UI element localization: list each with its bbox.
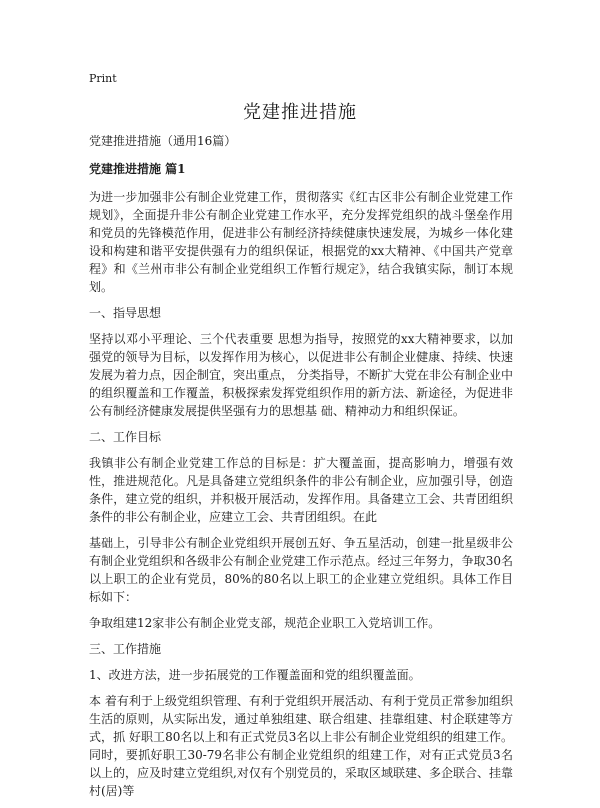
- paragraph-goal-target: 争取组建12家非公有制企业党支部，规范企业职工入党培训工作。: [89, 616, 441, 630]
- heading-guiding-ideology: 一、指导思想: [89, 306, 162, 320]
- paragraph-measure-1-detail: 本 着有利于上级党组织管理、有利于党组织开展活动、有利于党员正常参加组织生活的原则，从实际出发，通过单独组建、联合组建、挂靠组建、村企联建等方式，抓 好职工80名以上和有正式党员3名以上非公有制企业党组织的组建工作。同时，要抓好职工30-79名非公有制企业党组织的组建工作，对有正式党员3名以上的，应及时建立党组织,对仅有个别党员的，采取区域联建、多企联合、挂靠村(居)等: [89, 694, 513, 798]
- print-label: Print: [89, 72, 117, 85]
- page-title: 党建推进措施: [243, 102, 357, 123]
- paragraph-work-goals: 我镇非公有制企业党建工作总的目标是：扩大覆盖面，提高影响力，增强有效性，推进规范化。凡是具备建立党组织条件的非公有制企业，应加强引导，创造条件，建立党的组织，并积极开展活动，发挥作用。具备建立工会、共青团组织条件的非公有制企业，应建立工会、共青团组织。在此: [89, 456, 513, 524]
- section-heading: 党建推进措施 篇1: [89, 162, 186, 176]
- heading-work-measures: 三、工作措施: [89, 642, 162, 656]
- document-body: [89, 132, 513, 808]
- paragraph-goals-continued: 基础上，引导非公有制企业党组织开展创五好、争五星活动，创建一批星级非公有制企业党组织和各级非公有制企业党建工作示范点。经过三年努力，争取30名以上职工的企业有党员，80%的80名以上职工的企业建立党组织。具体工作目标如下：: [89, 536, 513, 604]
- document-subtitle: 党建推进措施（通用16篇）: [89, 134, 237, 148]
- heading-work-goals: 二、工作目标: [89, 430, 162, 444]
- paragraph-measure-1: 1、改进方法，进一步拓展党的工作覆盖面和党的组织覆盖面。: [89, 668, 421, 682]
- paragraph-guiding-ideology: 坚持以邓小平理论、三个代表重要 思想为指导，按照党的xx大精神要求，以加强党的领导为目标，以发挥作用为核心，以促进非公有制企业健康、持续、快速发展为着力点，因企制宜，突出重点， 分类指导，不断扩大党在非公有制企业中的组织覆盖和工作覆盖，积极探索发挥党组织作用的新方法、新途径，为促进非公有制经济健康发展提供坚强有力的思想基 础、精神动力和组织保证。: [89, 332, 513, 418]
- paragraph-intro: 为进一步加强非公有制企业党建工作，贯彻落实《红古区非公有制企业党建工作规划》，全面提升非公有制企业党建工作水平，充分发挥党组织的战斗堡垒作用和党员的先锋模范作用，促进非公有制经济持续健康快速发展，为城乡一体化建设和构建和谐平安提供强有力的组织保证，根据党的xx大精神、《中国共产党章 程》和《兰州市非公有制企业党组织工作暂行规定》，结合我镇实际，制订本规划。: [89, 190, 513, 294]
